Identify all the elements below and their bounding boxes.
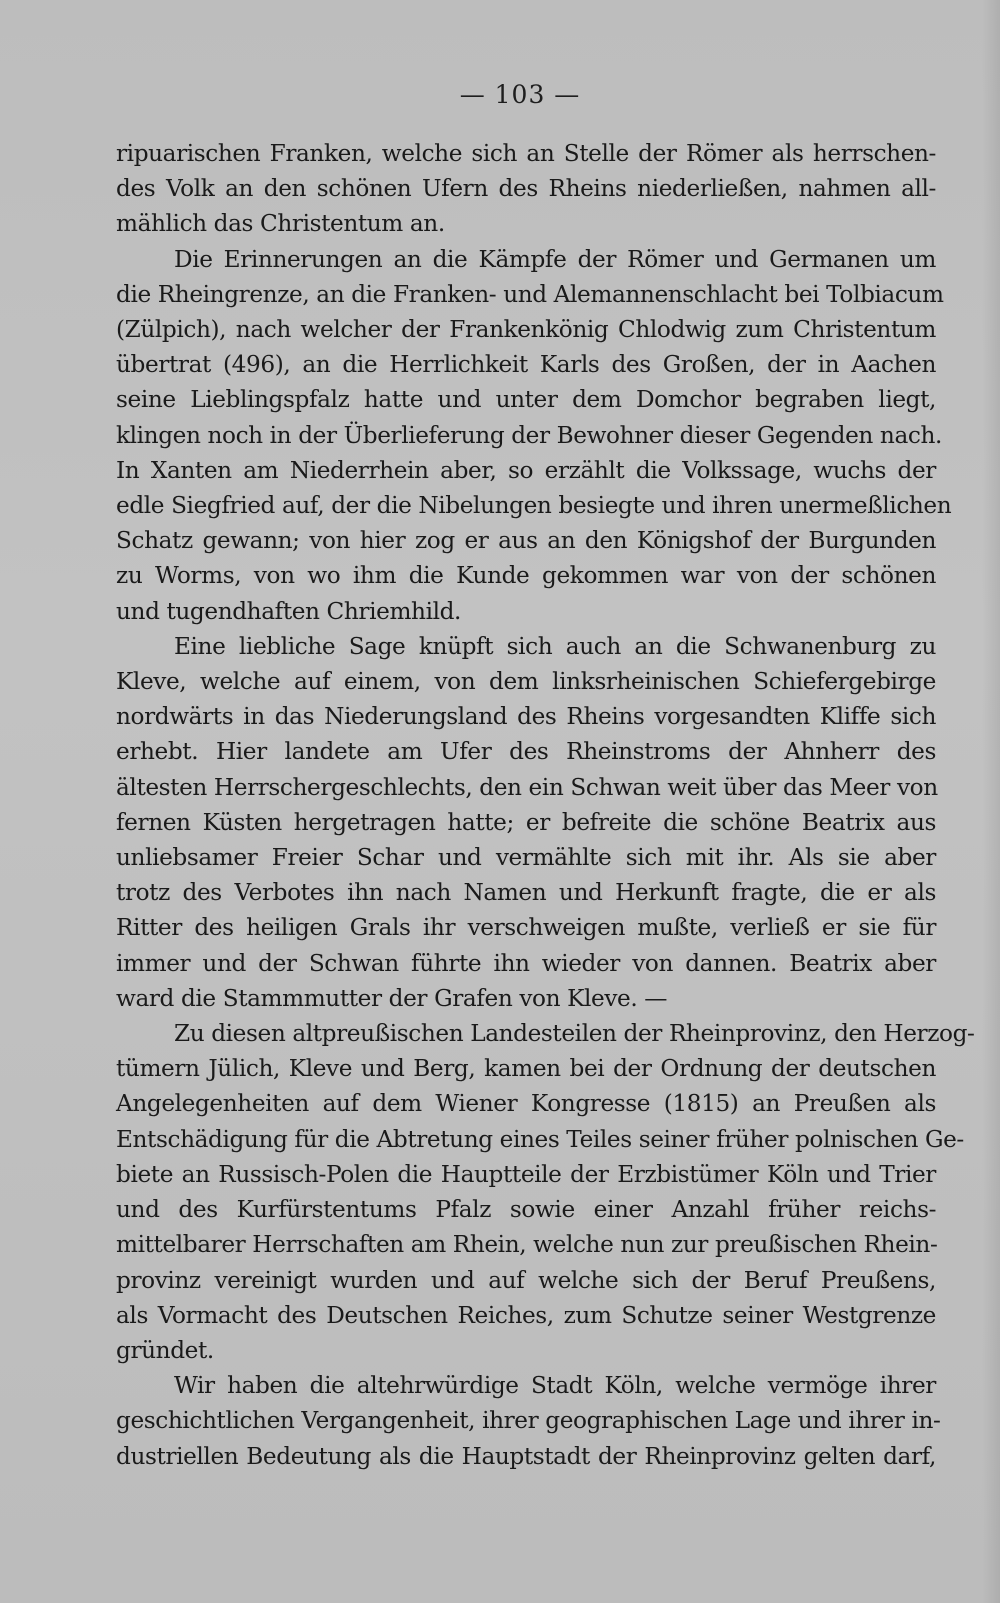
text-line: dustriellen Bedeutung als die Hauptstadt der Rheinprovinz gelten darf,: [116, 1442, 936, 1470]
paragraph: [116, 1368, 941, 1474]
text-line: und des Kurfürstentums Pfalz sowie einer Anzahl früher reichs-: [116, 1196, 936, 1224]
text-line: die Rheingrenze, an die Franken- und Alemannenschlacht bei Tolbiacum: [116, 280, 944, 308]
text-line: Schatz gewann; von hier zog er aus an den Königshof der Burgunden: [116, 527, 936, 555]
paragraph: [116, 629, 936, 1016]
text-line: erhebt. Hier landete am Ufer des Rheinstroms der Ahnherr des: [116, 738, 936, 766]
text-line: geschichtlichen Vergangenheit, ihrer geographischen Lage und ihrer in-: [116, 1407, 941, 1435]
text-line: gründet.: [116, 1336, 214, 1364]
text-line: ältesten Herrschergeschlechts, den ein Schwan weit über das Meer von: [116, 773, 938, 801]
text-line: biete an Russisch-Polen die Hauptteile der Erzbistümer Köln und Trier: [116, 1160, 936, 1188]
paragraph: [116, 136, 936, 242]
text-line: provinz vereinigt wurden und auf welche sich der Beruf Preußens,: [116, 1266, 936, 1294]
text-line: nordwärts in das Niederungsland des Rheins vorgesandten Kliffe sich: [116, 703, 936, 731]
paragraph: [116, 242, 952, 629]
page-number: — 103 —: [459, 80, 581, 109]
text-line: mittelbarer Herrschaften am Rhein, welche nun zur preußischen Rhein-: [116, 1231, 938, 1259]
text-line: Zu diesen altpreußischen Landesteilen der Rheinprovinz, den Herzog-: [174, 1020, 975, 1048]
text-line: (Zülpich), nach welcher der Frankenkönig Chlodwig zum Christentum: [116, 316, 936, 344]
text-line: als Vormacht des Deutschen Reiches, zum Schutze seiner Westgrenze: [116, 1301, 936, 1329]
text-line: ward die Stammmutter der Grafen von Kleve. —: [116, 984, 668, 1012]
page-edge-shadow: [982, 0, 1000, 1603]
text-line: seine Lieblingspfalz hatte und unter dem Domchor begraben liegt,: [116, 386, 936, 414]
text-line: edle Siegfried auf, der die Nibelungen besiegte und ihren unermeßlichen: [116, 492, 952, 520]
text-line: trotz des Verbotes ihn nach Namen und Herkunft fragte, die er als: [116, 879, 936, 907]
text-line: des Volk an den schönen Ufern des Rheins niederließen, nahmen all-: [116, 175, 936, 203]
text-line: Wir haben die altehrwürdige Stadt Köln, welche vermöge ihrer: [174, 1372, 936, 1400]
text-line: ripuarischen Franken, welche sich an Stelle der Römer als herrschen-: [116, 140, 936, 167]
text-line: fernen Küsten hergetragen hatte; er befreite die schöne Beatrix aus: [116, 808, 936, 836]
text-line: Die Erinnerungen an die Kämpfe der Römer und Germanen um: [174, 245, 936, 273]
text-line: klingen noch in der Überlieferung der Bewohner dieser Gegenden nach.: [116, 421, 942, 449]
text-line: übertrat (496), an die Herrlichkeit Karls des Großen, der in Aachen: [116, 351, 936, 379]
text-line: In Xanten am Niederrhein aber, so erzählt die Volkssage, wuchs der: [116, 456, 936, 484]
text-line: Eine liebliche Sage knüpft sich auch an die Schwanenburg zu: [174, 632, 936, 660]
body-text: [116, 136, 975, 1474]
text-line: Entschädigung für die Abtretung eines Teiles seiner früher polnischen Ge-: [116, 1125, 964, 1153]
text-line: Kleve, welche auf einem, von dem linksrheinischen Schiefergebirge: [116, 668, 936, 696]
text-line: unliebsamer Freier Schar und vermählte sich mit ihr. Als sie aber: [116, 844, 936, 872]
text-line: Angelegenheiten auf dem Wiener Kongresse (1815) an Preußen als: [116, 1090, 936, 1118]
text-line: mählich das Christentum an.: [116, 210, 445, 238]
text-line: tümern Jülich, Kleve und Berg, kamen bei der Ordnung der deutschen: [116, 1055, 936, 1083]
text-line: und tugendhaften Chriemhild.: [116, 597, 462, 625]
text-line: immer und der Schwan führte ihn wieder von dannen. Beatrix aber: [116, 949, 936, 977]
text-line: Ritter des heiligen Grals ihr verschweigen mußte, verließ er sie für: [116, 914, 936, 942]
paragraph: [116, 1016, 975, 1368]
text-line: zu Worms, von wo ihm die Kunde gekommen war von der schönen: [116, 562, 936, 590]
